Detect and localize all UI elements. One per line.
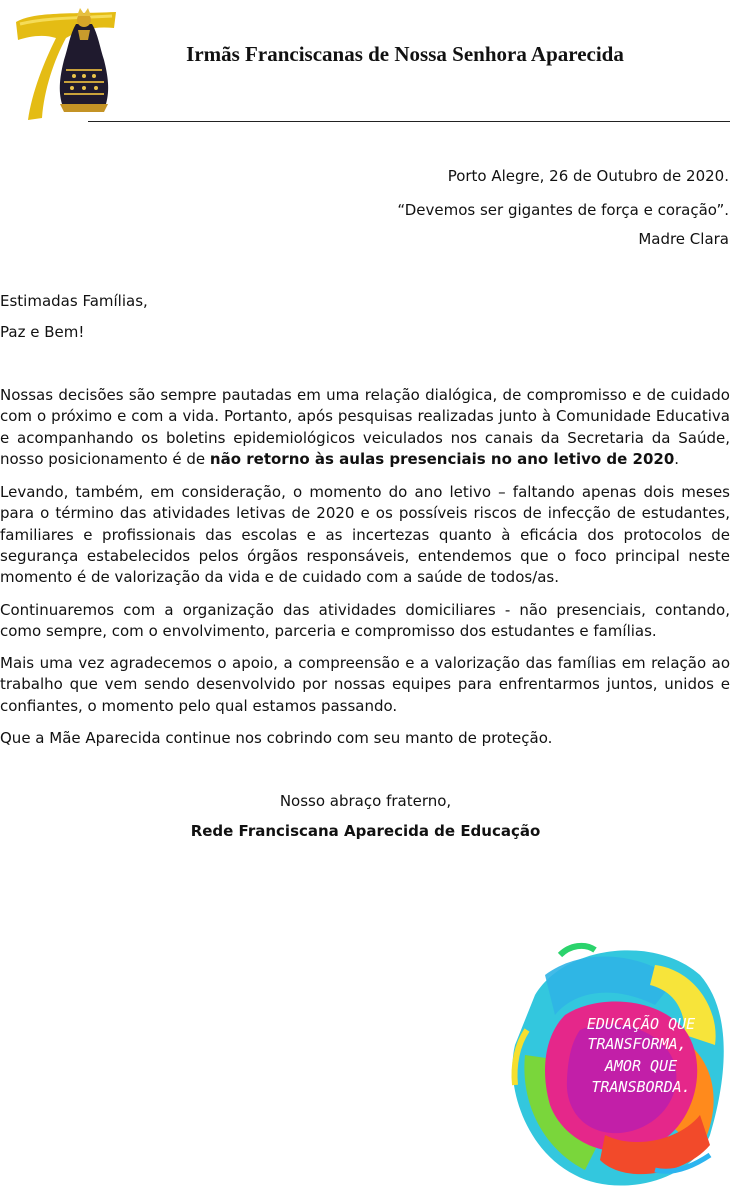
paragraph-decision-highlight: não retorno às aulas presenciais no ano letivo de 2020	[209, 449, 675, 468]
dateline-date: Porto Alegre, 26 de Outubro de 2020.	[447, 167, 729, 185]
header-divider	[88, 121, 730, 122]
dateline-author: Madre Clara	[638, 230, 729, 248]
tau-aparecida-logo-icon	[14, 0, 118, 122]
paragraph-thanks: Mais uma vez agradecemos o apoio, a compreensão e a valorização das famílias em relação ao trabalho que vem sendo desenvolvido por nossas equipes para enfrentarmos juntos, unidos e confiantes, o momento pelo qual estamos passando.	[0, 654, 730, 715]
badge-line-2: TRANSFORMA,	[587, 1035, 687, 1053]
paragraph-context: Levando, também, em consideração, o momento do ano letivo – faltando apenas dois meses para o término das atividades letivas de 2020 e os possíveis riscos de infecção de estudantes, familiares e profissionais das escolas e as incertezas quanto à eficácia dos protocolos de segurança estabelecidos pelos órgãos responsáveis, entendemos que o foco principal neste momento é de valorização da vida e de cuidado com a saúde de todos/as.	[0, 483, 730, 587]
paragraph-continuation: Continuaremos com a organização das atividades domiciliares - não presenciais, contando, como sempre, com o envolvimento, parceria e compromisso dos estudantes e famílias.	[0, 601, 730, 641]
paint-splash-badge-icon	[505, 935, 731, 1200]
organization-title: Irmãs Franciscanas de Nossa Senhora Aparecida	[186, 42, 624, 66]
badge-line-3: AMOR QUE	[604, 1057, 678, 1075]
paragraph-decision-end: .	[674, 449, 680, 468]
signature: Rede Franciscana Aparecida de Educação	[190, 822, 541, 840]
blessing: Paz e Bem!	[0, 323, 85, 341]
farewell: Nosso abraço fraterno,	[279, 792, 452, 810]
paragraph-decision-text: Nossas decisões são sempre pautadas em uma relação dialógica, de compromisso e de cuidado com o próximo e com a vida. Portanto, após pesquisas realizadas junto à Comunidade Educativa e acompanhando os boletins epidemiológicos veiculados nos canais da Secretaria da Saúde, nosso posicionamento é de	[0, 386, 730, 468]
badge-line-4: TRANSBORDA.	[591, 1078, 691, 1096]
paragraph-decision	[0, 385, 730, 470]
salutation: Estimadas Famílias,	[0, 292, 148, 310]
dateline-quote: “Devemos ser gigantes de força e coração”.	[397, 201, 729, 219]
paragraph-prayer: Que a Mãe Aparecida continue nos cobrindo com seu manto de proteção.	[0, 729, 553, 747]
badge-line-1: EDUCAÇÃO QUE	[586, 1015, 696, 1033]
